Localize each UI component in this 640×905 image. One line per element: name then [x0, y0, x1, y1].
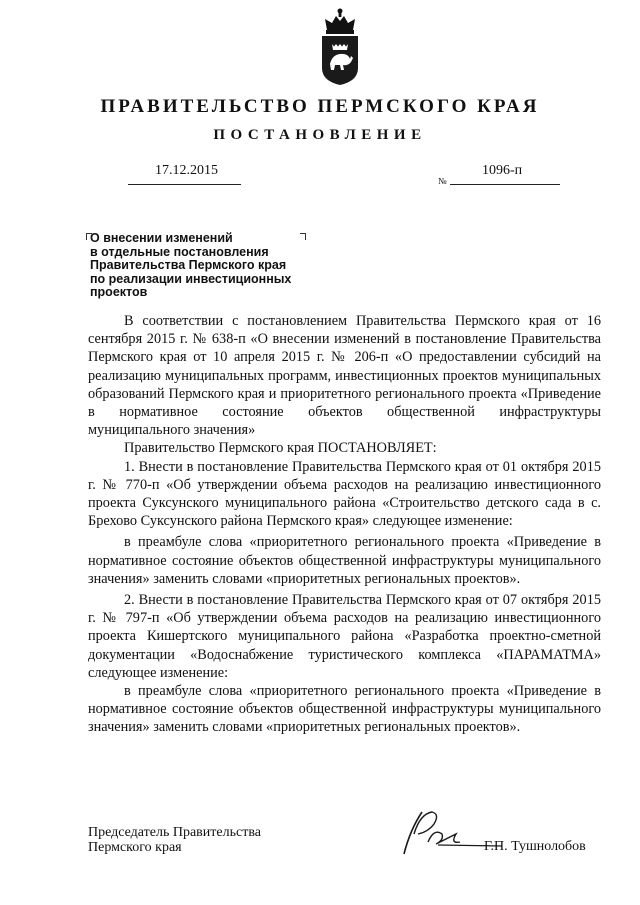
document-number: 1096-п	[482, 163, 523, 178]
subject-line: О внесении изменений	[90, 231, 233, 245]
coat-of-arms-icon	[318, 8, 362, 86]
item-1-change-paragraph: в преамбуле слова «приоритетного регионального проекта «Приведение в нормативное состояние объектов общественной инфраструктуры муниципального значения» заменить словами «приоритетных региональных проектов».	[88, 534, 601, 587]
signatory-title-line: Председатель Правительства	[88, 825, 261, 840]
resolution-clause: Правительство Пермского края ПОСТАНОВЛЯЕТ:	[124, 440, 437, 457]
document-type: ПОСТАНОВЛЕНИЕ	[213, 127, 427, 143]
document-body	[88, 312, 601, 737]
preamble-paragraph: В соответствии с постановлением Правительства Пермского края от 16 сентября 2015 г. № 638-п «О внесении изменений в постановление Правительства Пермского края от 10 апреля 2015 г. № 206-п «О предоставлении субсидий на реализацию муниципальных программ, инвестиционных проектов муниципальных образований Пермского края и приоритетного регионального проекта «Приведение в нормативное состояние объектов общественной инфраструктуры муниципального значения»	[88, 313, 601, 439]
item-2-change-paragraph: в преамбуле слова «приоритетного регионального проекта «Приведение в нормативное состояние объектов общественной инфраструктуры муниципального значения» заменить словами «приоритетных региональных проектов».	[88, 683, 601, 736]
item-2-paragraph: 2. Внести в постановление Правительства Пермского края от 07 октября 2015 г. № 797-п «Об утверждении объема расходов на реализацию инвестиционного проекта Кишертского муниципального района «Разработка проектно-сметной документации «Водоснабжение туристического комплекса «ПАРАМАТМА» следующее изменение:	[88, 592, 601, 681]
subject-line: проектов	[90, 285, 148, 299]
date-underline	[128, 184, 241, 185]
number-underline	[450, 184, 560, 185]
subject-line: по реализации инвестиционных	[90, 271, 292, 286]
subject-line: Правительства Пермского края	[90, 258, 287, 272]
signatory-title	[88, 825, 261, 855]
signatory-name: Г.П. Тушнолобов	[484, 839, 586, 854]
document-subject	[90, 232, 330, 300]
subject-line: в отдельные постановления	[90, 244, 269, 259]
number-sign: №	[438, 176, 447, 186]
document-date: 17.12.2015	[155, 163, 218, 178]
government-title: ПРАВИТЕЛЬСТВО ПЕРМСКОГО КРАЯ	[100, 96, 540, 117]
item-1-paragraph: 1. Внести в постановление Правительства Пермского края от 01 октября 2015 г. № 770-п «Об утверждении объема расходов на реализацию инвестиционного проекта Суксунского муниципального района «Строительство детского сада в с. Брехово Суксунского района Пермского края» следующее изменение:	[88, 458, 601, 530]
signatory-title-line: Пермского края	[88, 840, 182, 855]
